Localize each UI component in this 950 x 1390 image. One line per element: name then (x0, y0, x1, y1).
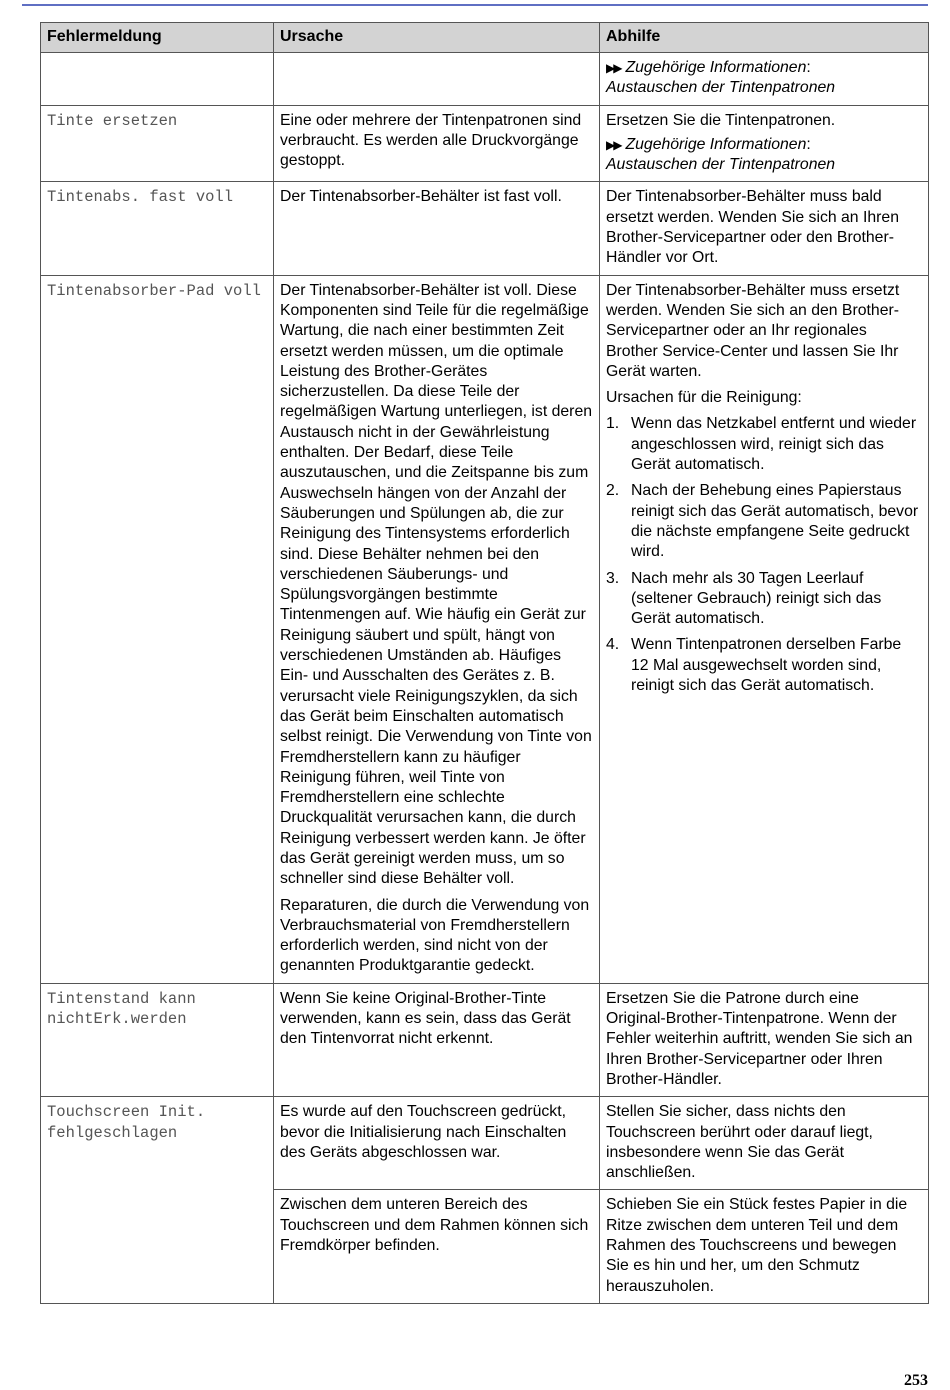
page-number: 253 (904, 1372, 928, 1389)
error-message-cell (41, 53, 274, 106)
related-info-link[interactable]: ▶▶ Zugehörige Informationen: Austauschen der Tintenpatronen (606, 59, 836, 97)
list-item: 1. Wenn das Netzkabel entfernt und wieder angeschlossen wird, reinigt sich das Gerät automatisch. (606, 415, 917, 474)
header-fehlermeldung: Fehlermeldung (41, 23, 274, 53)
remedy-cell: Der Tintenabsorber-Behälter muss bald ersetzt werden. Wenden Sie sich an Ihren Brother-Servicepartner oder den Brother-Händler vor Ort. (600, 182, 929, 275)
cause-cell: Zwischen dem unteren Bereich des Touchscreen und dem Rahmen können sich Fremdkörper befinden. (274, 1190, 600, 1303)
cause-paragraph: Reparaturen, die durch die Verwendung von Verbrauchsmaterial von Fremdherstellern erforderlich werden, sind nicht von der genannten Produktgarantie gedeckt. (280, 896, 590, 975)
error-message-cell: Tintenabs. fast voll (41, 182, 274, 275)
error-message-cell: Tintenabsorber-Pad voll (41, 275, 274, 983)
remedy-cell (600, 275, 929, 983)
related-info-link[interactable]: ▶▶ Zugehörige Informationen: Austauschen der Tintenpatronen (606, 135, 836, 174)
table-header-row (41, 23, 929, 53)
cause-cell (274, 53, 600, 106)
remedy-cell (600, 53, 929, 106)
table-row (41, 53, 929, 106)
remedy-cell: Ersetzen Sie die Patrone durch eine Original-Brother-Tintenpatrone. Wenn der Fehler weiterhin auftritt, wenden Sie sich an Ihren Brother-Servicepartner oder Ihren Brother-Händler. (600, 983, 929, 1096)
header-ursache: Ursache (274, 23, 600, 53)
remedy-paragraph: Ursachen für die Reinigung: (606, 389, 802, 407)
header-abhilfe: Abhilfe (600, 23, 929, 53)
cleaning-causes-list (606, 414, 922, 696)
list-item: 3. Nach mehr als 30 Tagen Leerlauf (seltener Gebrauch) reinigt sich das Gerät automatisch. (606, 569, 882, 628)
cause-cell: Der Tintenabsorber-Behälter ist fast voll. (274, 182, 600, 275)
double-arrow-icon: ▶▶ (606, 137, 621, 152)
table-row (41, 983, 929, 1096)
remedy-text: Ersetzen Sie die Tintenpatronen. (606, 111, 836, 129)
list-item: 4. Wenn Tintenpatronen derselben Farbe 12 Mal ausgewechselt worden sind, reinigt sich das Gerät automatisch. (606, 636, 902, 695)
table-row (41, 182, 929, 275)
table-row (41, 275, 929, 983)
remedy-paragraph: Der Tintenabsorber-Behälter muss ersetzt werden. Wenden Sie sich an den Brother-Servicepartner oder an Ihr regionales Brother Service-Center und lassen Sie Ihr Gerät warten. (606, 281, 900, 380)
table-row (41, 1097, 929, 1190)
cause-cell: Wenn Sie keine Original-Brother-Tinte verwenden, kann es sein, dass das Gerät den Tintenvorrat nicht erkennt. (274, 983, 600, 1096)
remedy-cell: Stellen Sie sicher, dass nichts den Touchscreen berührt oder darauf liegt, insbesondere wenn Sie das Gerät anschließen. (600, 1097, 929, 1190)
cause-cell: Es wurde auf den Touchscreen gedrückt, bevor die Initialisierung nach Einschalten des Geräts abgeschlossen war. (274, 1097, 600, 1190)
table-row (41, 105, 929, 182)
list-item: 2. Nach der Behebung eines Papierstaus reinigt sich das Gerät automatisch, bevor die nächste empfangene Seite gedruckt wird. (606, 482, 919, 561)
error-message-cell: Tintenstand kann nichtErk.werden (41, 983, 274, 1096)
error-message-table (40, 22, 929, 1304)
cause-cell (274, 275, 600, 983)
remedy-cell: Schieben Sie ein Stück festes Papier in die Ritze zwischen dem unteren Teil und dem Rahmen des Touchscreens und bewegen Sie es hin und her, um den Schmutz herauszuholen. (600, 1190, 929, 1303)
error-message-cell: Touchscreen Init. fehlgeschlagen (41, 1097, 274, 1304)
cause-cell: Eine oder mehrere der Tintenpatronen sind verbraucht. Es werden alle Druckvorgänge gestoppt. (274, 105, 600, 182)
cause-paragraph: Der Tintenabsorber-Behälter ist voll. Diese Komponenten sind Teile für die regelmäßige Wartung, die nach einer bestimmten Zeit ersetzt werden müssen, um die optimale Leistung des Brother-Gerätes sicherzustellen. Da diese Teile der regelmäßigen Wartung unterliegen, ist deren Austausch nicht in der Gewährleistung enthalten. Der Bedarf, diese Teile auszutauschen, und die Zeitspanne bis zum Auswechseln hängen von der Anzahl der Säuberungen und Spülungen ab, die zur Reinigung des Tintensystems erforderlich sind. Diese Behälter nehmen bei den verschiedenen Säuberungs- und Spülungsvorgängen bestimmte Tintenmengen auf. Wie häufig ein Gerät zur Reinigung säubert und spült, hängt von verschiedenen Umständen ab. Häufiges Ein- und Ausschalten des Gerätes z. B. verursacht viele Reinigungszyklen, da sich das Gerät beim Einschalten automatisch selbst reinigt. Die Verwendung von Tinte von Fremdherstellern kann zu häufiger Reinigung führen, weil Tinte von Fremdherstellern eine schlechte Druckqualität verursachen kann, die durch Reinigung verbessert werden kann. Je öfter das Gerät gereinigt werden muss, um so schneller sind diese Behälter voll. (280, 281, 593, 888)
double-arrow-icon: ▶▶ (606, 61, 621, 75)
top-rule (22, 4, 928, 6)
error-message-cell: Tinte ersetzen (41, 105, 274, 182)
remedy-cell (600, 105, 929, 182)
